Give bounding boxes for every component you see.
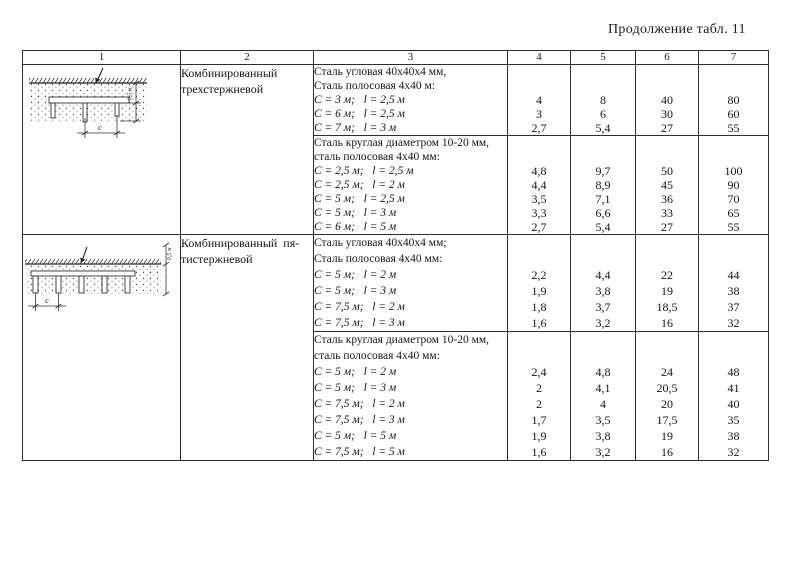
value: 38 bbox=[727, 429, 740, 443]
value-cell-col7 bbox=[699, 332, 769, 461]
dimension-params: С = 6 м; l = 5 м bbox=[314, 221, 397, 233]
electrode-type-name-line: тистержневой bbox=[181, 252, 253, 266]
value: 50 bbox=[661, 164, 673, 178]
value-spacer bbox=[508, 79, 570, 93]
value-spacer bbox=[508, 235, 570, 251]
value: 33 bbox=[661, 206, 673, 220]
dimension-params: С = 5 м; l = 3 м bbox=[314, 382, 397, 394]
column-header-5: 5 bbox=[571, 51, 636, 65]
value-spacer bbox=[699, 332, 768, 348]
value: 4,4 bbox=[531, 178, 547, 192]
value: 32 bbox=[727, 445, 740, 459]
value: 40 bbox=[661, 93, 673, 107]
value: 5,4 bbox=[595, 220, 611, 234]
value-spacer bbox=[508, 150, 570, 164]
value: 8,9 bbox=[595, 178, 611, 192]
value: 2 bbox=[536, 381, 542, 395]
value-cell-col6 bbox=[636, 136, 699, 235]
table-header bbox=[23, 51, 769, 65]
depth-dimension-label: 0,5 м bbox=[167, 247, 173, 261]
value: 18,5 bbox=[656, 300, 678, 314]
dimension-params: С = 5 м; l = 3 м bbox=[314, 207, 397, 219]
value: 19 bbox=[661, 429, 673, 443]
value: 4,8 bbox=[595, 365, 611, 379]
value: 30 bbox=[661, 107, 673, 121]
value: 1,9 bbox=[531, 284, 547, 298]
column-header-2: 2 bbox=[181, 51, 314, 65]
spacing-dimension-label: c bbox=[45, 295, 49, 305]
value: 65 bbox=[727, 206, 740, 220]
value: 40 bbox=[727, 397, 740, 411]
value-spacer bbox=[571, 136, 635, 150]
value-cell-col5 bbox=[571, 332, 636, 461]
value: 55 bbox=[727, 220, 740, 234]
value: 7,1 bbox=[595, 192, 611, 206]
value-cell-col4 bbox=[508, 235, 571, 332]
value: 38 bbox=[727, 284, 740, 298]
value-spacer bbox=[571, 332, 635, 348]
value-cell-col4 bbox=[508, 136, 571, 235]
value: 3,3 bbox=[531, 206, 547, 220]
value: 20,5 bbox=[656, 381, 678, 395]
value: 1,6 bbox=[531, 445, 547, 459]
value-spacer bbox=[508, 332, 570, 348]
value-cell-col4 bbox=[508, 65, 571, 136]
dimension-params: С = 5 м; l = 2 м bbox=[314, 366, 397, 378]
diagram-cell-three-rod bbox=[23, 65, 181, 235]
steel-spec-cell bbox=[314, 65, 508, 136]
page-title: Продолжение табл. 11 bbox=[608, 22, 746, 37]
value-spacer bbox=[571, 251, 635, 267]
steel-spec-cell bbox=[314, 235, 508, 332]
value-spacer bbox=[699, 79, 768, 93]
value-spacer bbox=[636, 235, 698, 251]
value-spacer bbox=[508, 65, 570, 79]
value: 35 bbox=[727, 413, 740, 427]
steel-spec-line: Сталь круглая диаметром 10-20 мм, bbox=[314, 334, 490, 346]
value: 48 bbox=[727, 365, 740, 379]
value-spacer bbox=[636, 348, 698, 364]
value-cell-col5 bbox=[571, 136, 636, 235]
dimension-params: С = 6 м; l = 2,5 м bbox=[314, 108, 405, 120]
value-spacer bbox=[508, 251, 570, 267]
electrode-type-name-line: трехстержневой bbox=[181, 82, 264, 96]
steel-spec-line: Сталь угловая 40х40х4 мм; bbox=[314, 237, 447, 249]
value: 100 bbox=[724, 164, 743, 178]
value: 6 bbox=[600, 107, 606, 121]
steel-spec-line: Сталь круглая диаметром 10-20 мм, bbox=[314, 137, 490, 149]
value: 1,9 bbox=[531, 429, 547, 443]
column-header-3: 3 bbox=[314, 51, 508, 65]
value-spacer bbox=[699, 136, 768, 150]
value: 1,8 bbox=[531, 300, 547, 314]
value-cell-col5 bbox=[571, 235, 636, 332]
ground-surface bbox=[29, 78, 147, 83]
steel-spec-line: Сталь полосовая 4х40 мм: bbox=[314, 253, 443, 265]
dimension-params: С = 3 м; l = 2,5 м bbox=[314, 94, 405, 106]
value-spacer bbox=[571, 79, 635, 93]
steel-spec-line: сталь полосовая 4х40 мм: bbox=[314, 350, 440, 362]
value: 8 bbox=[600, 93, 606, 107]
value: 22 bbox=[661, 268, 673, 282]
value: 3 bbox=[536, 107, 542, 121]
column-header-1: 1 bbox=[23, 51, 181, 65]
value: 3,2 bbox=[595, 445, 611, 459]
value-spacer bbox=[636, 79, 698, 93]
dimension-params: С = 7,5 м; l = 3 м bbox=[314, 414, 405, 426]
value-cell-col7 bbox=[699, 65, 769, 136]
value: 4 bbox=[536, 93, 542, 107]
dimension-params: С = 7,5 м; l = 3 м bbox=[314, 317, 405, 329]
electrode-type-name-line: Комбинированный пя- bbox=[181, 236, 300, 250]
value-cell-col6 bbox=[636, 235, 699, 332]
value: 60 bbox=[727, 107, 740, 121]
value-spacer bbox=[508, 136, 570, 150]
value: 41 bbox=[727, 381, 740, 395]
value-cell-col5 bbox=[571, 65, 636, 136]
dimension-params: С = 5 м; l = 5 м bbox=[314, 430, 397, 442]
value: 24 bbox=[661, 365, 673, 379]
value: 2,4 bbox=[531, 365, 547, 379]
value: 6,6 bbox=[595, 206, 611, 220]
value: 20 bbox=[661, 397, 673, 411]
value: 9,7 bbox=[595, 164, 611, 178]
value-spacer bbox=[699, 251, 768, 267]
electrode-type-name bbox=[181, 65, 314, 235]
value: 16 bbox=[661, 316, 673, 330]
value: 3,2 bbox=[595, 316, 611, 330]
value: 2,7 bbox=[531, 121, 547, 135]
steel-spec-line: Сталь полосовая 4х40 м: bbox=[314, 80, 436, 92]
steel-spec-cell bbox=[314, 136, 508, 235]
three-rod-electrode-sketch bbox=[23, 65, 179, 167]
value: 1,7 bbox=[531, 413, 547, 427]
value: 4,1 bbox=[595, 381, 611, 395]
value-spacer bbox=[699, 235, 768, 251]
value: 4,4 bbox=[595, 268, 611, 282]
table-body bbox=[23, 65, 769, 461]
column-number-row bbox=[23, 51, 769, 65]
value: 80 bbox=[727, 93, 740, 107]
value-spacer bbox=[636, 332, 698, 348]
value: 5,4 bbox=[595, 121, 611, 135]
value-cell-col7 bbox=[699, 235, 769, 332]
value: 27 bbox=[661, 121, 673, 135]
value-spacer bbox=[636, 65, 698, 79]
value-cell-col6 bbox=[636, 332, 699, 461]
value: 2,7 bbox=[531, 220, 547, 234]
value: 90 bbox=[727, 178, 740, 192]
dimension-params: С = 5 м; l = 3 м bbox=[314, 285, 397, 297]
value: 19 bbox=[661, 284, 673, 298]
value: 55 bbox=[727, 121, 740, 135]
value: 37 bbox=[727, 300, 740, 314]
value: 32 bbox=[727, 316, 740, 330]
value-spacer bbox=[636, 251, 698, 267]
value-spacer bbox=[571, 348, 635, 364]
dimension-params: С = 7,5 м; l = 2 м bbox=[314, 398, 405, 410]
value-spacer bbox=[636, 136, 698, 150]
value: 16 bbox=[661, 445, 673, 459]
value: 17,5 bbox=[656, 413, 678, 427]
value-spacer bbox=[699, 348, 768, 364]
dimension-params: С = 7,5 м; l = 2 м bbox=[314, 301, 405, 313]
value: 3,5 bbox=[531, 192, 547, 206]
value: 3,8 bbox=[595, 284, 611, 298]
dimension-params: С = 7 м; l = 3 м bbox=[314, 122, 397, 134]
column-header-6: 6 bbox=[636, 51, 699, 65]
dimension-params: С = 7,5 м; l = 5 м bbox=[314, 446, 405, 458]
dimension-params: С = 2,5 м; l = 2,5 м bbox=[314, 165, 414, 177]
value-cell-col6 bbox=[636, 65, 699, 136]
depth-dimension-label: 0,5 м bbox=[127, 87, 134, 101]
diagram-cell-five-rod bbox=[23, 235, 181, 461]
electrode-type-name bbox=[181, 235, 314, 461]
dimension-params: С = 2,5 м; l = 2 м bbox=[314, 179, 405, 191]
value-spacer bbox=[571, 150, 635, 164]
value: 3,5 bbox=[595, 413, 611, 427]
value-spacer bbox=[508, 348, 570, 364]
dimension-params: С = 5 м; l = 2 м bbox=[314, 269, 397, 281]
value-cell-col4 bbox=[508, 332, 571, 461]
table-row-group1-block1 bbox=[23, 65, 769, 136]
steel-spec-line: Сталь угловая 40х40х4 мм, bbox=[314, 66, 447, 78]
value: 70 bbox=[727, 192, 740, 206]
value: 36 bbox=[661, 192, 673, 206]
value: 27 bbox=[661, 220, 673, 234]
value: 3,8 bbox=[595, 429, 611, 443]
steel-spec-line: сталь полосовая 4х40 мм: bbox=[314, 151, 440, 163]
value-spacer bbox=[699, 150, 768, 164]
value-spacer bbox=[571, 235, 635, 251]
table-row-group2-block1 bbox=[23, 235, 769, 332]
value: 2 bbox=[536, 397, 542, 411]
value: 4 bbox=[600, 397, 606, 411]
column-header-7: 7 bbox=[699, 51, 769, 65]
value: 2,2 bbox=[531, 268, 547, 282]
soil-texture bbox=[25, 265, 161, 294]
steel-spec-cell bbox=[314, 332, 508, 461]
spacing-dimension-label: c bbox=[98, 122, 102, 132]
value-spacer bbox=[571, 65, 635, 79]
column-header-4: 4 bbox=[508, 51, 571, 65]
dimension-params: С = 5 м; l = 2,5 м bbox=[314, 193, 405, 205]
value: 1,6 bbox=[531, 316, 547, 330]
value: 45 bbox=[661, 178, 673, 192]
value-spacer bbox=[636, 150, 698, 164]
value: 3,7 bbox=[595, 300, 611, 314]
electrode-type-name-line: Комбинированный bbox=[181, 66, 278, 80]
value-spacer bbox=[699, 65, 768, 79]
value-cell-col7 bbox=[699, 136, 769, 235]
earthing-electrodes-table bbox=[22, 50, 769, 461]
value: 44 bbox=[727, 268, 740, 282]
ground-surface bbox=[25, 259, 161, 264]
value: 4,8 bbox=[531, 164, 547, 178]
five-rod-electrode-sketch bbox=[23, 235, 179, 337]
